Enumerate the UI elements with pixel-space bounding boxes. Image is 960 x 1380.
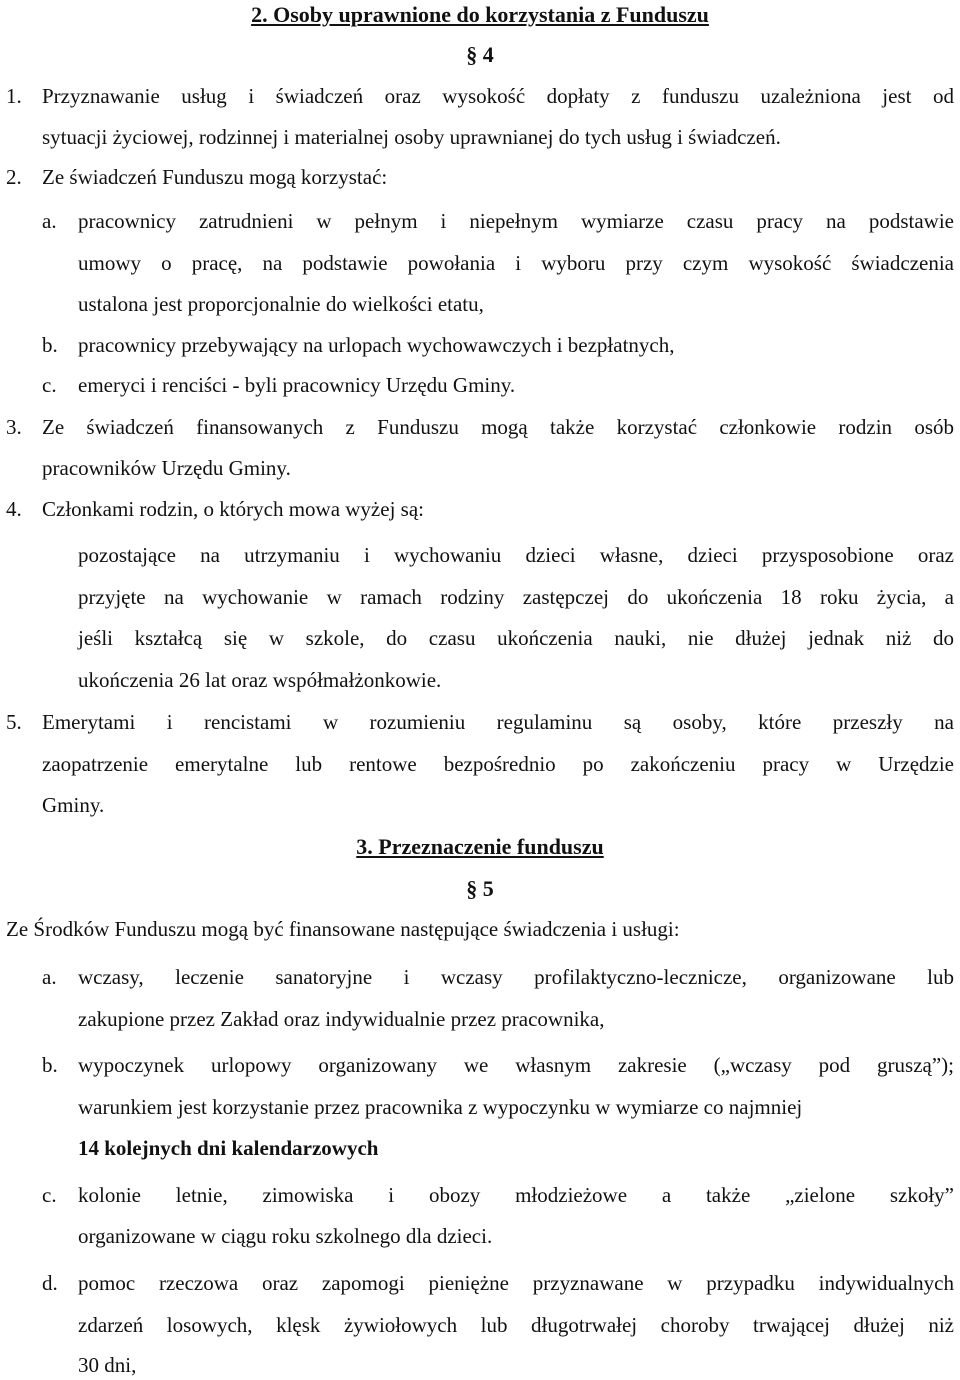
item-4-number: 4.	[6, 497, 22, 521]
item-2b-line-1: pracownicy przebywający na urlopach wychowawczych i bezpłatnych,	[78, 333, 675, 357]
item-3b-line-3-bold: 14 kolejnych dni kalendarzowych	[78, 1136, 379, 1160]
item-4-sub-line-4: ukończenia 26 lat oraz współmałżonkowie.	[78, 668, 442, 692]
item-3-line-1: Ze świadczeń finansowanych z Funduszu mogą także korzystać członkowie rodzin osób	[42, 415, 954, 439]
item-1-line-2: sytuacji życiowej, rodzinnej i materialnej osoby uprawnianej do tych usług i świadczeń.	[42, 125, 781, 149]
item-1-line-1: Przyznawanie usług i świadczeń oraz wysokość dopłaty z funduszu uzależniona jest od	[42, 84, 954, 108]
item-1-number: 1.	[6, 84, 22, 108]
item-2a-label: a.	[42, 209, 57, 233]
item-5-line-3: Gminy.	[42, 793, 105, 817]
item-4-sub-line-2: przyjęte na wychowanie w ramach rodziny zastępczej do ukończenia 18 roku życia, a	[78, 585, 954, 609]
item-4-line-1: Członkami rodzin, o których mowa wyżej są:	[42, 497, 424, 521]
item-5-line-2: zaopatrzenie emerytalne lub rentowe bezpośrednio po zakończeniu pracy w Urzędzie	[42, 752, 954, 776]
item-3-line-2: pracowników Urzędu Gminy.	[42, 456, 291, 480]
item-2c-label: c.	[42, 373, 57, 397]
item-3b-label: b.	[42, 1053, 58, 1077]
item-3c-label: c.	[42, 1183, 57, 1207]
paragraph-4-marker: § 4	[466, 42, 494, 67]
item-2-number: 2.	[6, 165, 22, 189]
item-3b-line-2: warunkiem jest korzystanie przez pracownika z wypoczynku w wymiarze co najmniej	[78, 1095, 803, 1119]
item-3-number: 3.	[6, 415, 22, 439]
item-3d-line-3: 30 dni,	[78, 1353, 137, 1377]
item-3a-label: a.	[42, 965, 57, 989]
item-3b-line-1: wypoczynek urlopowy organizowany we własnym zakresie („wczasy pod gruszą”);	[78, 1053, 954, 1077]
section-2-heading: 2. Osoby uprawnione do korzystania z Funduszu	[251, 2, 709, 27]
section-3-heading: 3. Przeznaczenie funduszu	[356, 834, 604, 859]
item-2a-line-3: ustalona jest proporcjonalnie do wielkości etatu,	[78, 292, 484, 316]
item-2a-line-1: pracownicy zatrudnieni w pełnym i niepełnym wymiarze czasu pracy na podstawie	[78, 209, 954, 233]
item-3c-line-1: kolonie letnie, zimowiska i obozy młodzieżowe a także „zielone szkoły”	[78, 1183, 954, 1207]
item-4-sub-line-1: pozostające na utrzymaniu i wychowaniu dzieci własne, dzieci przysposobione oraz	[78, 543, 954, 567]
item-5-line-1: Emerytami i rencistami w rozumieniu regulaminu są osoby, które przeszły na	[42, 710, 954, 734]
item-3a-line-1: wczasy, leczenie sanatoryjne i wczasy profilaktyczno-lecznicze, organizowane lub	[78, 965, 954, 989]
section-3-intro: Ze Środków Funduszu mogą być finansowane następujące świadczenia i usługi:	[6, 917, 680, 941]
item-5-number: 5.	[6, 710, 22, 734]
item-3d-line-2: zdarzeń losowych, klęsk żywiołowych lub długotrwałej choroby trwającej dłużej niż	[78, 1313, 954, 1337]
item-2c-line-1: emeryci i renciści - byli pracownicy Urzędu Gminy.	[78, 373, 516, 397]
item-3c-line-2: organizowane w ciągu roku szkolnego dla dzieci.	[78, 1224, 493, 1248]
item-4-sub-line-3: jeśli kształcą się w szkole, do czasu ukończenia nauki, nie dłużej jednak niż do	[78, 626, 954, 650]
item-3a-line-2: zakupione przez Zakład oraz indywidualnie przez pracownika,	[78, 1007, 605, 1031]
item-2-line-1: Ze świadczeń Funduszu mogą korzystać:	[42, 165, 388, 189]
item-2b-label: b.	[42, 333, 58, 357]
item-3d-label: d.	[42, 1271, 58, 1295]
paragraph-5-marker: § 5	[466, 876, 494, 901]
item-2a-line-2: umowy o pracę, na podstawie powołania i wyboru przy czym wysokość świadczenia	[78, 251, 954, 275]
item-3d-line-1: pomoc rzeczowa oraz zapomogi pieniężne przyznawane w przypadku indywidualnych	[78, 1271, 954, 1295]
